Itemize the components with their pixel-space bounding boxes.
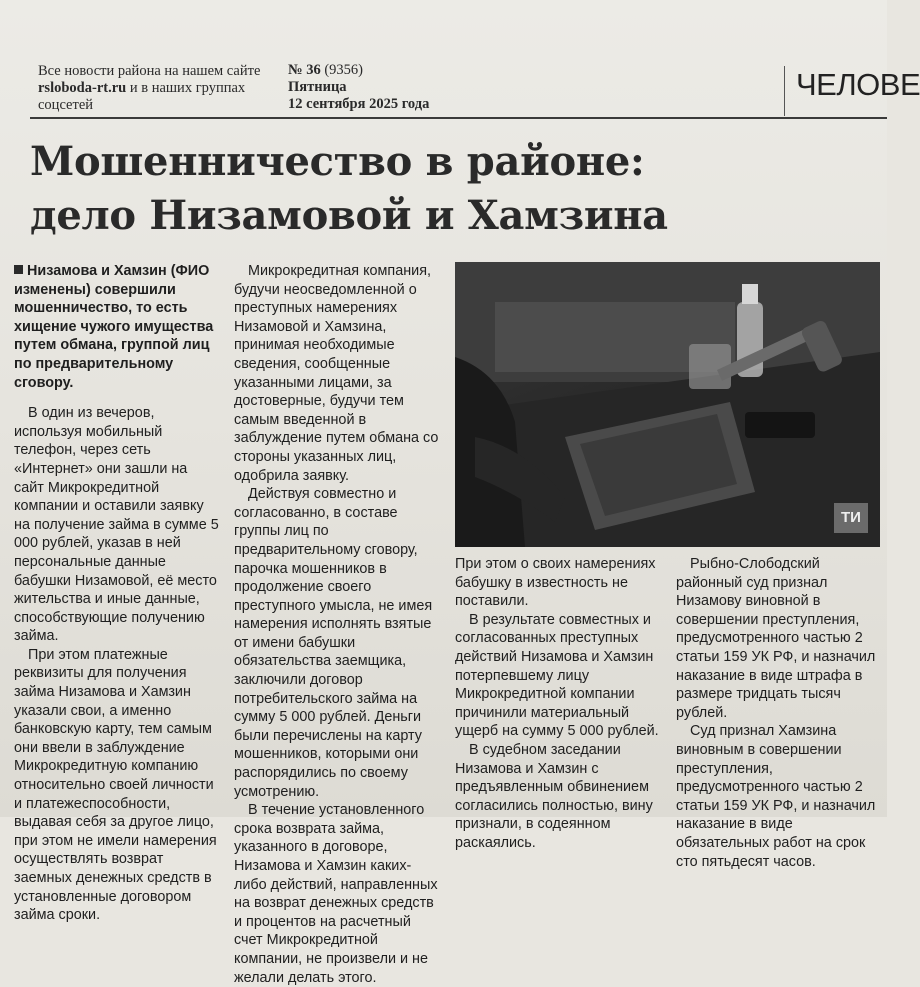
article-photo [455,262,880,547]
headline-line-1: Мошенничество в районе: [30,138,645,185]
header-site-promo: Все новости района на нашем сайте rsloboda-rt.ru и в наших группах соцсетей [38,63,261,113]
courtroom-photo-illustration [455,262,880,547]
issue-date: 12 сентября 2025 года [288,96,430,112]
article-headline [30,135,790,243]
paragraph: Суд признал Хамзина виновным в совершении преступления, предусмотренного частью 2 статьи 159 УК РФ, и назначил наказание в виде обязательных работ на срок сто пятьдесят часов. [676,723,876,870]
ti-logo: ТИ [834,503,868,533]
issue-total: (9356) [324,62,363,78]
paragraph: В течение установленного срока возврата займа, указанного в договоре, Низамова и Хамзин каких-либо действий, направленных на возврат денежных средств и процентов на расчетный счет Микрокредитной компании, не произвели и не желали делать этого. [234,802,438,986]
site-link[interactable]: rsloboda-rt.ru [38,80,127,96]
article-column-3 [455,555,663,853]
section-title: ЧЕЛОВЕ [796,67,920,102]
paragraph: В один из вечеров, используя мобильный телефон, через сеть «Интернет» они зашли на сайт Микрокредитной компании и оставили заявку на получение займа в сумме 5 000 рублей, указав в ней персональные данные бабушки Низамовой, её место жительства и иные данные, способствующие получению займа. [14,405,219,645]
paragraph: Рыбно-Слободский районный суд признал Низамову виновной в совершении преступления, предусмотренного частью 2 статьи 159 УК РФ, и назначил наказание в виде штрафа в размере тридцать тысяч рублей. [676,556,876,721]
header-rule [30,117,887,119]
article-column-4 [676,555,884,871]
lead-text: Низамова и Хамзин (ФИО изменены) совершили мошенничество, то есть хищение чужого имущества путем обмана, группой лиц по предварительному сговору. [14,263,214,391]
headline-line-2: дело Низамовой и Хамзина [30,192,668,239]
issue-number: № 36 [288,62,321,78]
paragraph: Действуя совместно и согласованно, в составе группы лиц по предварительному сговору, парочка мошенников в продолжение своего преступного умысла, не имея намерения исполнять взятые от имени бабушки обязательства заемщика, заключили договор потребительского займа на сумму 5 000 рублей. Деньги были перечислены на карту мошенников, которыми они распорядились по своему усмотрению. [234,486,433,800]
article-lead [14,262,220,392]
paragraph: При этом о своих намерениях бабушку в известность не поставили. [455,556,656,610]
paragraph: Микрокредитная компания, будучи неосведомленной о преступных намерениях Низамовой и Хамзина, принимая необходимые сведения, сообщенные указанными лицами, за достоверные, будучи тем самым введенной в заблуждение путем обмана со стороны указанных лиц, одобрила заявку. [234,263,439,484]
issue-info [288,62,488,113]
article-column-2 [234,262,442,987]
article-column-1 [14,262,220,925]
square-bullet-icon [14,265,23,274]
issue-weekday: Пятница [288,79,347,95]
header-divider [784,66,785,116]
paragraph: В результате совместных и согласованных преступных действий Низамова и Хамзин потерпевшему лицу Микрокредитной компании причинили материальный ущерб на сумму 5 000 рублей. [455,611,659,740]
paragraph: При этом платежные реквизиты для получения займа Низамова и Хамзин указали свои, а именно банковскую карту, тем самым они ввели в заблуждение Микрокредитную компанию относительно своей личности и платежеспособности, выдавая себя за другое лицо, при этом не имели намерения осуществлять возврат заемных денежных средств в установленные договором займа сроки. [14,646,217,924]
paragraph: В судебном заседании Низамова и Хамзин с предъявленным обвинением согласились полностью, вину признали, в содеянном раскаялись. [455,741,653,851]
